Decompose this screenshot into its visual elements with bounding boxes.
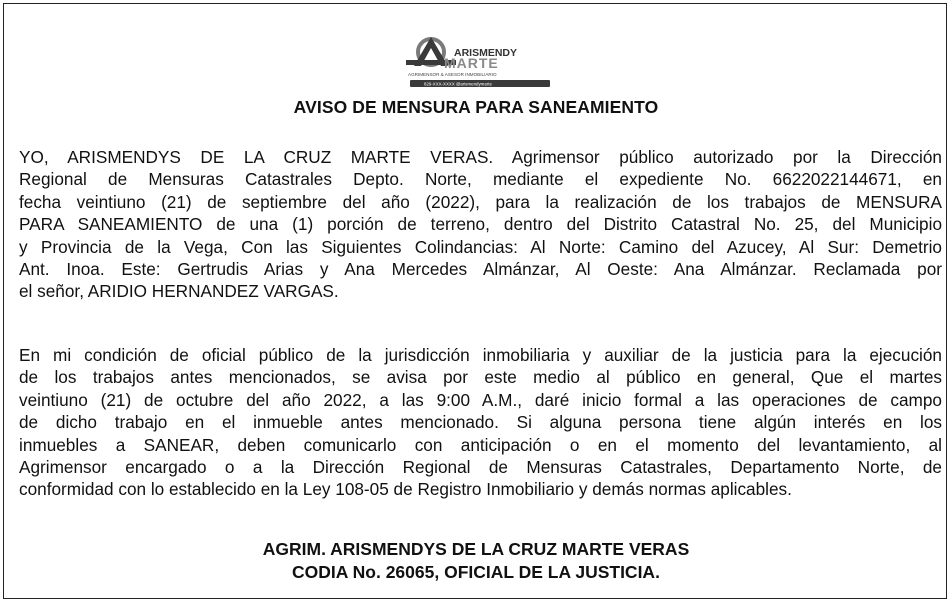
paragraph-1-line: Ant. Inoa. Este: Gertrudis Arias y Ana Mercedes Almánzar, Al Oeste: Ana Almánzar. Reclamada por bbox=[19, 258, 942, 279]
paragraph-1-line: YO, ARISMENDYS DE LA CRUZ MARTE VERAS. Agrimensor público autorizado por la Dirección bbox=[19, 147, 942, 167]
notice-title: AVISO DE MENSURA PARA SANEAMIENTO bbox=[293, 97, 659, 117]
paragraph-2-line: veintiuno (21) de octubre del año 2022, a las 9:00 A.M., daré inicio formal a las operaciones de campo bbox=[19, 389, 942, 410]
paragraph-2-line: En mi condición de oficial público de la jurisdicción inmobiliaria y auxiliar de la justicia para la ejecución bbox=[19, 345, 942, 365]
paragraph-1-line: el señor, ARIDIO HERNANDEZ VARGAS. bbox=[19, 281, 339, 302]
logo-contact: 829-XXX-XXXX @arismendymarte bbox=[424, 81, 492, 87]
logo-name-bottom: MARTE bbox=[444, 55, 499, 71]
paragraph-2-line: inmuebles a SANEAR, deben comunicarlo con anticipación o en el momento del levantamiento, al bbox=[19, 434, 942, 455]
company-logo-graphic bbox=[404, 34, 554, 94]
company-logo bbox=[404, 34, 554, 94]
paragraph-2-line: conformidad con lo establecido en la Ley 108-05 de Registro Inmobiliario y demás normas aplicables. bbox=[19, 479, 792, 500]
notice-paragraph-2 bbox=[19, 344, 942, 501]
signature-codia: CODIA No. 26065, OFICIAL DE LA JUSTICIA. bbox=[292, 562, 660, 582]
paragraph-1-line: PARA SANEAMIENTO de una (1) porción de terreno, dentro del Distrito Catastral No. 25, del Municipio bbox=[19, 214, 942, 235]
signature-name: AGRIM. ARISMENDYS DE LA CRUZ MARTE VERAS bbox=[262, 539, 690, 559]
paragraph-1-line: fecha veintiuno (21) de septiembre del año (2022), para la realización de los trabajos de MENSURA bbox=[19, 191, 942, 212]
logo-name-top: ARISMENDY bbox=[454, 47, 518, 59]
paragraph-1-line: y Provincia de la Vega, Con las Siguientes Colindancias: Al Norte: Camino del Azucey, Al Sur: Demetrio bbox=[19, 236, 942, 257]
logo-tagline: AGRIMENSOR & ASESOR INMOBILIARIO bbox=[408, 72, 497, 77]
paragraph-2-line: de dicho trabajo en el inmueble antes mencionado. Si alguna persona tiene algún interés en los bbox=[19, 412, 942, 433]
paragraph-2-line: de los trabajos antes mencionados, se avisa por este medio al público en general, Que el martes bbox=[19, 367, 942, 388]
paragraph-1-line: Regional de Mensuras Catastrales Depto. Norte, mediante el expediente No. 6622022144671, en bbox=[19, 169, 942, 190]
paragraph-2-line: Agrimensor encargado o a la Dirección Regional de Mensuras Catastrales, Departamento Norte, de bbox=[19, 456, 942, 477]
notice-paragraph-1 bbox=[19, 146, 942, 303]
